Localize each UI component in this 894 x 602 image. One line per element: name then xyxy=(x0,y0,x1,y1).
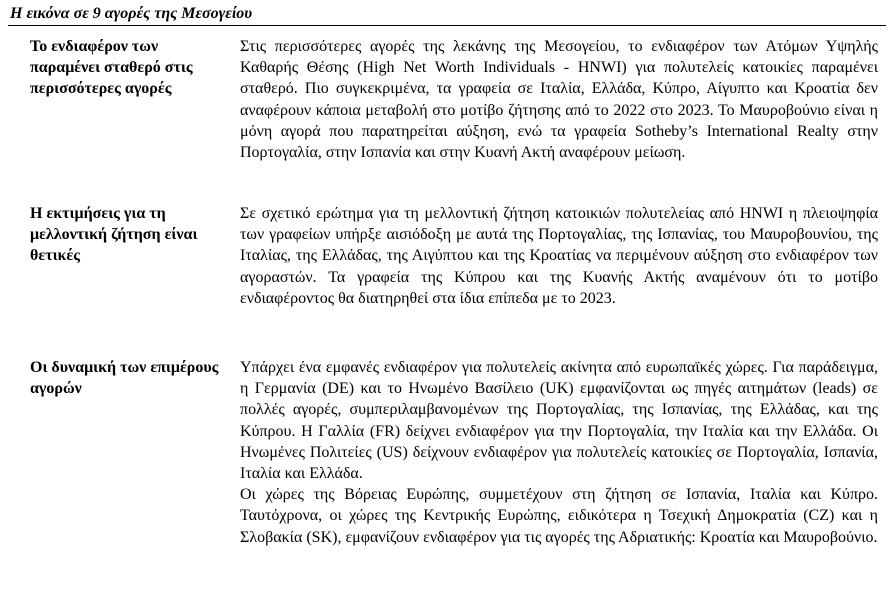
section-heading-stable-interest: Το ενδιαφέρον των παραμένει σταθερό στις περισσότερες αγορές xyxy=(30,38,193,97)
section-heading-market-dynamics: Οι δυναμική των επιμέρους αγορών xyxy=(30,359,219,397)
section-paragraph: Σε σχετικό ερώτημα για τη μελλοντική ζήτηση κατοικιών πολυτελείας από HNWI η πλειοψηφία των γραφείων υπήρξε αισιόδοξη με αυτά της Πορτογαλίας, της Ισπανίας, του Μαυροβουνίου, της Ιταλίας, της Ελλάδας, της Αιγύπτου και της Κροατίας να περιμένουν αύξηση στο ενδιαφέρον των αγοραστών. Τα γραφεία της Κύπρου και της Κυανής Ακτής αναμένουν ότι το μοτίβο ενδιαφέροντος θα διατηρηθεί στα ίδια επίπεδα με το 2023. xyxy=(240,205,878,307)
section-paragraph: Υπάρχει ένα εμφανές ενδιαφέρον για πολυτελείς ακίνητα από ευρωπαϊκές χώρες. Για παράδειγμα, η Γερμανία (DE) και το Ηνωμένο Βασίλειο (UK) εμφανίζονται ως πηγές αιτημάτων (leads) σε πολλές αγορές, συμπεριλαμβανομένων της Πορτογαλίας, της Ισπανίας, της Ελλάδας, και της Κύπρου. Η Γαλλία (FR) δείχνει ενδιαφέρον για την Πορτογαλία, την Ιταλία και την Ελλάδα. Οι Ηνωμένες Πολιτείες (US) δείχνουν ενδιαφέρον για πολυτελείς κατοικίες σε Πορτογαλία, Ισπανία, Ιταλία και Ελλάδα. xyxy=(240,359,878,483)
section-paragraph: Στις περισσότερες αγορές της λεκάνης της Μεσογείου, το ενδιαφέρον των Ατόμων Υψηλής Καθαρής Θέσης (High Net Worth Individuals - HNWI) για πολυτελείς κατοικίες παραμένει σταθερό. Πιο συγκεκριμένα, τα γραφεία σε Ιταλία, Ελλάδα, Κύπρο, Αίγυπτο και Κροατία δεν αναφέρουν κάποια μεταβολή στο μοτίβο ζήτησης από το 2022 στο 2023. Το Μαυροβούνιο είναι η μόνη αγορά που παρατηρείται αύξηση, ενώ τα γραφεία Sotheby’s International Realty στην Πορτογαλία, στην Ισπανία και στην Κυανή Ακτή αναφέρουν μείωση. xyxy=(240,38,878,162)
section-paragraph: Οι χώρες της Βόρειας Ευρώπης, συμμετέχουν στη ζήτηση σε Ισπανία, Ιταλία και Κύπρο. Ταυτόχρονα, οι χώρες της Κεντρικής Ευρώπης, ειδικότερα η Τσεχική Δημοκρατία (CZ) και η Σλοβακία (SK), εμφανίζουν ενδιαφέρον για τις αγορές της Αδριατικής: Κροατία και Μαυροβούνιο. xyxy=(240,486,878,546)
title-underline xyxy=(8,25,886,26)
section-body-market-dynamics xyxy=(240,357,878,548)
section-body-stable-interest xyxy=(240,36,878,163)
document-title: Η εικόνα σε 9 αγορές της Μεσογείου xyxy=(10,5,253,22)
section-heading-future-demand: Η εκτιμήσεις για τη μελλοντική ζήτηση είναι θετικές xyxy=(30,205,198,264)
section-body-future-demand xyxy=(240,203,878,309)
